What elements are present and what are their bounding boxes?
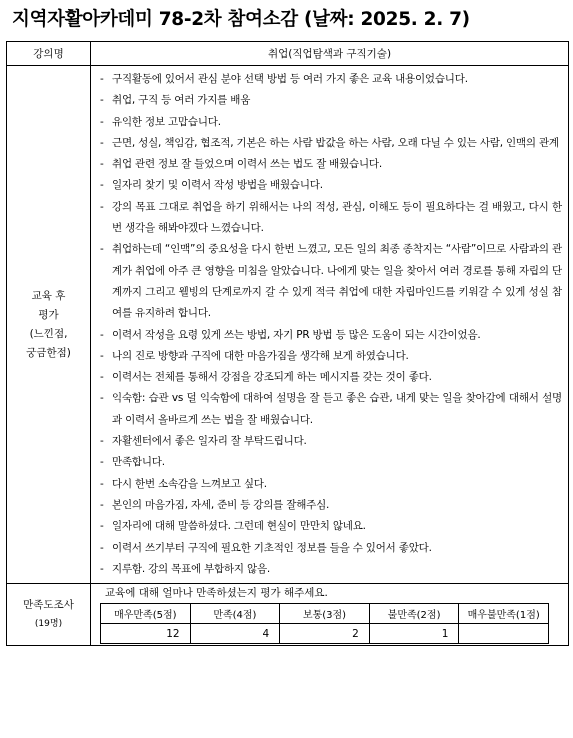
feedback-table: [6, 41, 569, 646]
evaluation-row: [7, 66, 569, 584]
option-label: 매우불만족(1점): [459, 604, 549, 624]
list-item: - 일자리 찾기 및 이력서 작성 방법을 배웠습니다.: [99, 175, 562, 196]
survey-question: 교육에 대해 얼마나 만족하셨는지 평가 해주세요.: [105, 587, 328, 600]
survey-label: [7, 584, 91, 646]
header-row: [7, 42, 569, 66]
evaluation-label-line: 궁금한점): [26, 346, 71, 359]
option-label: 보통(3점): [280, 604, 370, 624]
list-item: - 일자리에 대해 말씀하셨다. 그런데 현실이 만만치 않네요.: [99, 516, 562, 537]
course-name-value: 취업(직업탐색과 구직기술): [91, 42, 569, 66]
list-item: - 지루함. 강의 목표에 부합하지 않음.: [99, 559, 562, 580]
evaluation-content: [91, 66, 569, 584]
survey-options-row: [101, 604, 549, 624]
list-item: - 나의 진로 방향과 구직에 대한 마음가짐을 생각해 보게 하였습니다.: [99, 346, 562, 367]
survey-counts-row: [101, 624, 549, 644]
survey-row: [7, 584, 569, 646]
list-item: - 강의 목표 그대로 취업을 하기 위해서는 나의 적성, 관심, 이해도 등이 필요하다는 걸 배웠고, 다시 한번 생각을 해봐야겠다 느꼈습니다.: [99, 197, 562, 240]
feedback-list: [91, 66, 568, 583]
evaluation-label-line: (느낀점,: [29, 327, 68, 340]
page-title: 지역자활아카데미 78-2차 참여소감 (날짜: 2025. 2. 7): [12, 9, 470, 30]
list-item: - 다시 한번 소속감을 느껴보고 싶다.: [99, 474, 562, 495]
option-count: 4: [190, 624, 280, 644]
option-count: [459, 624, 549, 644]
list-item: - 이력서 쓰기부터 구직에 필요한 기초적인 정보를 들을 수 있어서 좋았다.: [99, 538, 562, 559]
list-item: - 이력서 작성을 요령 있게 쓰는 방법, 자기 PR 방법 등 많은 도움이 되는 시간이었음.: [99, 325, 562, 346]
evaluation-label-line: 교육 후: [31, 289, 66, 302]
list-item: - 취업 관련 정보 잘 들었으며 이력서 쓰는 법도 잘 배웠습니다.: [99, 154, 562, 175]
option-label: 매우만족(5점): [101, 604, 191, 624]
list-item: - 구직활동에 있어서 관심 분야 선택 방법 등 여러 가지 좋은 교육 내용이었습니다.: [99, 69, 562, 90]
list-item: - 근면, 성실, 책임감, 협조적, 기본은 하는 사람 밥값을 하는 사람, 오래 다닐 수 있는 사람, 인맥의 관계: [99, 133, 562, 154]
list-item: - 본인의 마음가짐, 자세, 준비 등 강의를 잘해주심.: [99, 495, 562, 516]
list-item: - 취업, 구직 등 여러 가지를 배움: [99, 90, 562, 111]
option-count: 1: [369, 624, 459, 644]
survey-title: 만족도조사: [23, 598, 74, 611]
respondent-count: (19명): [34, 618, 63, 629]
list-item: - 만족합니다.: [99, 452, 562, 473]
option-count: 12: [101, 624, 191, 644]
list-item: - 자활센터에서 좋은 일자리 잘 부탁드립니다.: [99, 431, 562, 452]
list-item: - 유익한 정보 고맙습니다.: [99, 112, 562, 133]
list-item: - 익숙함: 습관 vs 덜 익숙함에 대하여 설명을 잘 듣고 좋은 습관, 내게 맞는 일을 찾아감에 대해서 설명과 이력서 올바르게 쓰는 법을 잘 배웠습니다.: [99, 388, 562, 431]
option-label: 불만족(2점): [369, 604, 459, 624]
evaluation-label: [7, 66, 91, 584]
option-label: 만족(4점): [190, 604, 280, 624]
list-item: - 취업하는데 “인맥”의 중요성을 다시 한번 느꼈고, 모든 일의 최종 종착지는 “사람”이므로 사람과의 관계가 취업에 아주 큰 영향을 미침을 알았습니다. 나에게 맞는 일을 찾아서 여러 경로를 통해 자립의 단계까지 그리고 웰빙의 단계로까지 갈 수 있게 적극 취업에 대한 자립마인드를 키워갈 수 있게 성실 참여를 유지하려 합니다.: [99, 239, 562, 324]
survey-results-table: [100, 603, 549, 644]
evaluation-label-line: 평가: [38, 308, 59, 321]
course-name-label: 강의명: [7, 42, 91, 66]
survey-content: [91, 584, 569, 646]
list-item: - 이력서는 전체를 통해서 강점을 강조되게 하는 메시지를 갖는 것이 좋다.: [99, 367, 562, 388]
option-count: 2: [280, 624, 370, 644]
